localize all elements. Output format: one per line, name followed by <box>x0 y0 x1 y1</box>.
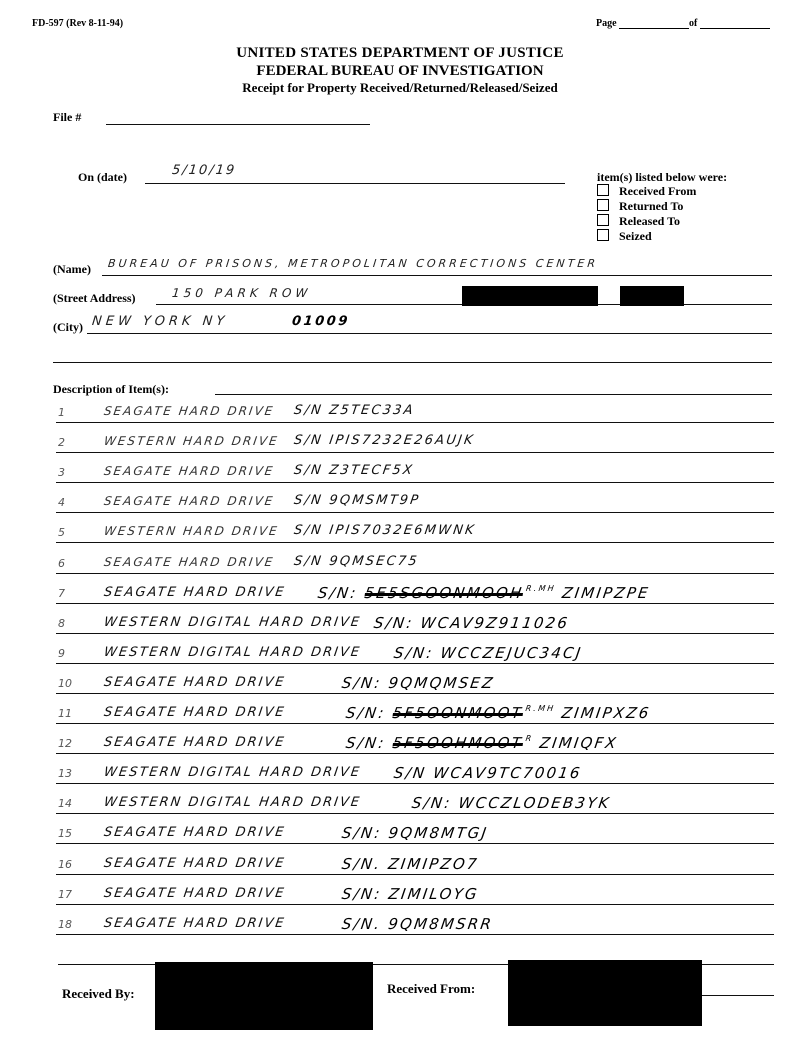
redaction-block <box>508 960 702 1026</box>
item-number: 2 <box>58 436 65 450</box>
serial-value: 9QM8MTGJ <box>387 824 490 843</box>
item-serial <box>293 523 477 538</box>
description-label: Description of Item(s): <box>53 382 169 396</box>
item-number: 1 <box>58 406 65 419</box>
item-description: WESTERN DIGITAL HARD DRIVE <box>102 795 363 811</box>
row-underline <box>56 693 774 694</box>
row-underline <box>56 753 774 754</box>
serial-label: S/N: <box>392 643 442 662</box>
item-number: 7 <box>58 586 65 600</box>
serial-label: S/N: <box>344 704 394 722</box>
item-description: SEAGATE HARD DRIVE <box>102 705 287 720</box>
item-serial <box>317 584 651 602</box>
row-underline <box>56 633 774 634</box>
item-number: 3 <box>58 466 65 480</box>
serial-value: ZIMIPZO7 <box>387 854 480 873</box>
of-label: of <box>689 18 698 29</box>
item-description: SEAGATE HARD DRIVE <box>103 554 276 569</box>
item-serial <box>345 704 652 722</box>
redaction-block <box>155 962 373 1030</box>
item-serial <box>341 674 496 692</box>
serial-label: S/N: <box>340 673 390 692</box>
item-serial <box>411 794 612 812</box>
serial-value: IPIS7032E6MWNK <box>328 523 477 539</box>
item-description: WESTERN HARD DRIVE <box>103 434 280 449</box>
serial-label: S/N: <box>340 884 390 903</box>
serial-value: ZIMIPXZ6 <box>560 704 652 722</box>
item-serial <box>373 614 571 632</box>
correction-initials: R.MH <box>525 583 557 593</box>
serial-value: Z5TEC33A <box>328 403 416 418</box>
item-description: SEAGATE HARD DRIVE <box>103 494 276 509</box>
item-number: 10 <box>58 676 72 690</box>
item-serial <box>293 433 476 448</box>
serial-value: ZIMILOYG <box>387 884 481 903</box>
row-underline <box>56 663 774 664</box>
file-number-label: File # <box>53 110 82 124</box>
item-number: 5 <box>58 526 65 540</box>
serial-label: S/N: <box>344 734 394 753</box>
item-serial <box>293 403 416 418</box>
serial-label: S/N: <box>340 824 390 843</box>
serial-value: 9QMSMT9P <box>328 493 422 509</box>
serial-label: S/N <box>292 493 331 509</box>
checkbox[interactable] <box>597 199 609 211</box>
status-seized[interactable] <box>597 229 652 244</box>
item-description: WESTERN DIGITAL HARD DRIVE <box>102 644 363 660</box>
item-serial <box>345 734 619 752</box>
street-value: 150 PARK ROW <box>171 286 312 300</box>
row-underline <box>56 452 774 453</box>
row-underline <box>56 512 774 513</box>
serial-value: WCCZLODEB3YK <box>457 794 612 813</box>
item-number: 14 <box>58 797 72 811</box>
zip-value: 01009 <box>291 314 351 329</box>
department-title: UNITED STATES DEPARTMENT OF JUSTICE <box>236 45 564 61</box>
page-total-field[interactable] <box>700 18 770 29</box>
signature-line <box>702 985 774 996</box>
item-number: 6 <box>58 556 65 570</box>
serial-value: Z3TECF5X <box>328 463 416 479</box>
item-number: 9 <box>58 646 65 660</box>
serial-label: S/N <box>392 764 435 783</box>
name-value: BUREAU OF PRISONS, METROPOLITAN CORRECTIONS CENTER <box>107 257 599 270</box>
item-serial <box>393 764 583 782</box>
city-value: NEW YORK NY <box>91 314 230 329</box>
status-received-from[interactable] <box>597 184 696 199</box>
row-underline <box>56 542 774 543</box>
item-number: 8 <box>58 616 65 630</box>
row-underline <box>56 603 774 604</box>
status-returned-to[interactable] <box>597 199 683 214</box>
status-label: Released To <box>619 214 681 228</box>
item-description: WESTERN HARD DRIVE <box>103 524 280 539</box>
date-label: On (date) <box>78 170 127 184</box>
item-serial <box>341 824 490 842</box>
item-description: SEAGATE HARD DRIVE <box>103 464 276 479</box>
item-serial <box>393 644 584 662</box>
item-number: 16 <box>58 857 72 871</box>
description-field[interactable] <box>215 381 772 395</box>
item-number: 4 <box>58 496 65 510</box>
row-underline <box>56 934 774 935</box>
item-description: SEAGATE HARD DRIVE <box>103 404 276 418</box>
checkbox[interactable] <box>597 229 609 241</box>
row-underline <box>56 573 774 574</box>
item-serial <box>293 463 415 478</box>
item-number: 12 <box>58 737 72 751</box>
serial-label: S/N: <box>372 613 422 632</box>
serial-label: S/N. <box>340 854 390 873</box>
page-number-field[interactable] <box>619 18 689 29</box>
file-number-field[interactable] <box>106 112 370 125</box>
item-description: WESTERN DIGITAL HARD DRIVE <box>102 614 363 630</box>
item-serial <box>341 885 480 903</box>
redaction-block <box>620 286 684 306</box>
serial-value: IPIS7232E26AUJK <box>328 433 476 449</box>
page-label: Page <box>596 18 617 29</box>
date-value: 5/10/19 <box>171 163 237 178</box>
row-underline <box>56 874 774 875</box>
page-number <box>596 18 770 29</box>
correction-initials: R.MH <box>524 704 556 713</box>
serial-label: S/N. <box>340 914 390 933</box>
form-id: FD-597 (Rev 8-11-94) <box>32 18 124 29</box>
status-intro: item(s) listed below were: <box>597 170 728 184</box>
serial-value: WCAV9TC70016 <box>432 764 584 783</box>
name-label: (Name) <box>53 262 91 276</box>
serial-label: S/N <box>292 433 331 449</box>
checkbox[interactable] <box>597 184 609 196</box>
row-underline <box>56 813 774 814</box>
serial-label: S/N <box>292 463 331 479</box>
form-subtitle: Receipt for Property Received/Returned/Released/Seized <box>242 80 558 95</box>
item-number: 15 <box>58 827 72 841</box>
status-label: Seized <box>619 229 652 243</box>
serial-value: 9QMQMSEZ <box>387 673 496 692</box>
bureau-title: FEDERAL BUREAU OF INVESTIGATION <box>256 63 544 79</box>
serial-label: S/N <box>292 403 331 418</box>
item-number: 11 <box>58 707 72 720</box>
item-number: 17 <box>58 887 72 901</box>
row-underline <box>56 482 774 483</box>
blank-line <box>53 350 772 363</box>
serial-value: ZIMIPZPE <box>560 583 651 602</box>
item-number: 18 <box>58 917 72 931</box>
row-underline <box>56 904 774 905</box>
row-underline <box>56 723 774 724</box>
received-by-label: Received By: <box>62 986 135 1001</box>
item-serial <box>341 915 495 933</box>
correction-initials: R <box>524 734 534 744</box>
item-description: SEAGATE HARD DRIVE <box>102 674 287 690</box>
redaction-block <box>462 286 598 306</box>
serial-label: S/N: <box>316 583 366 602</box>
item-number: 13 <box>58 767 72 781</box>
serial-value: 9QMSEC75 <box>328 553 420 569</box>
serial-label: S/N: <box>410 794 460 813</box>
item-description: SEAGATE HARD DRIVE <box>102 735 287 751</box>
item-description: SEAGATE HARD DRIVE <box>102 915 287 931</box>
item-serial <box>293 554 420 569</box>
item-description: SEAGATE HARD DRIVE <box>102 584 287 600</box>
struck-serial: 5F5OONMOOT <box>391 704 525 722</box>
item-serial <box>293 493 421 508</box>
row-underline <box>56 422 774 423</box>
struck-serial: 5F5OOHMOOT <box>391 734 525 753</box>
item-description: SEAGATE HARD DRIVE <box>102 825 287 841</box>
item-description: SEAGATE HARD DRIVE <box>102 885 287 901</box>
checkbox[interactable] <box>597 214 609 226</box>
status-label: Returned To <box>619 199 684 213</box>
item-description: WESTERN DIGITAL HARD DRIVE <box>102 765 363 781</box>
city-label: (City) <box>53 320 83 334</box>
status-label: Received From <box>619 184 697 198</box>
serial-label: S/N <box>292 523 331 539</box>
serial-label: S/N <box>292 553 331 569</box>
row-underline <box>56 783 774 784</box>
serial-value: WCAV9Z911026 <box>419 613 571 632</box>
street-label: (Street Address) <box>53 291 136 305</box>
item-serial <box>341 855 480 873</box>
received-from-label: Received From: <box>387 981 476 996</box>
status-released-to[interactable] <box>597 214 680 229</box>
serial-value: 9QM8MSRR <box>387 914 495 933</box>
row-underline <box>56 843 774 844</box>
serial-value: WCCZEJUC34CJ <box>439 643 584 662</box>
serial-value: ZIMIQFX <box>538 734 620 753</box>
item-description: SEAGATE HARD DRIVE <box>102 855 287 871</box>
struck-serial: 5E5SGOONMOOH <box>363 583 525 602</box>
